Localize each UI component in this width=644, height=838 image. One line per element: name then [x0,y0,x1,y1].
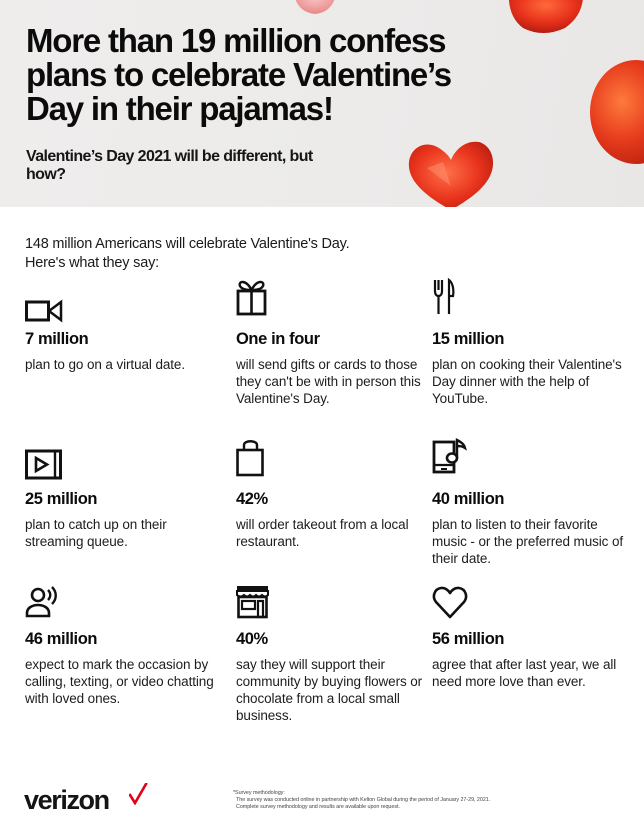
red-lollipop-image [588,56,644,168]
stat-card [25,450,215,549]
stat-description: say they will support their community by buying flowers or chocolate from a local small business. [236,657,423,723]
survey-footnote [233,790,563,810]
stat-description: agree that after last year, we all need more love than ever. [432,657,617,689]
stat-value: 40% [236,630,268,648]
intro-text [25,235,425,273]
red-heart-candy-bottom-image [405,138,497,207]
footnote-line-2: Complete survey methodology and results are available upon request. [236,803,400,810]
fork-knife-icon [432,278,472,318]
stat-card [25,290,215,372]
stat-value: 56 million [432,630,505,648]
intro-line-1: 148 million Americans will celebrate Valentine's Day. [25,236,350,252]
stat-value: 25 million [25,490,98,508]
stat-value: One in four [236,330,320,348]
phone-music-icon [432,436,472,476]
stat-card [25,590,215,706]
person-calling-icon [25,584,65,624]
heart-icon [432,584,472,624]
stat-card [236,450,426,549]
video-camera-icon [25,290,65,330]
verizon-logo: verizon [24,785,109,815]
footnote-line-1: The survey was conducted online in partnership with Kelton Global during the period of January 27-29, 2021. [236,796,491,803]
stat-description: plan to listen to their favorite music - or the preferred music of their date. [432,517,624,566]
verizon-checkmark-icon [129,783,149,805]
stat-card [236,590,426,723]
hero-banner [0,0,644,207]
page-title: More than 19 million confess plans to celebrate Valentine’s Day in their pajamas! [26,22,451,127]
stat-value: 46 million [25,630,98,648]
intro-line-2: Here's what they say: [25,255,159,271]
stat-description: plan on cooking their Valentine's Day dinner with the help of YouTube. [432,357,622,406]
storefront-icon [236,584,276,624]
page-subtitle: Valentine’s Day 2021 will be different, but how? [26,148,313,183]
stat-card [432,590,622,689]
shopping-bag-icon [236,438,276,478]
stat-description: expect to mark the occasion by calling, texting, or video chatting with loved ones. [25,657,214,706]
stat-value: 40 million [432,490,505,508]
stat-description: plan to catch up on their streaming queue. [25,517,167,549]
streaming-play-icon [25,448,65,488]
stat-description: will order takeout from a local restaurant. [236,517,409,549]
gift-icon [236,278,276,318]
stat-card [432,290,622,406]
stat-card [432,450,624,566]
red-heart-candy-top-image [505,0,587,36]
pink-heart-candy-image [285,0,345,18]
footnote-heading: *Survey methodology: [233,790,285,796]
stat-card [236,290,426,406]
stat-value: 42% [236,490,268,508]
stat-value: 15 million [432,330,505,348]
stat-value: 7 million [25,330,89,348]
stat-description: plan to go on a virtual date. [25,357,185,372]
stat-description: will send gifts or cards to those they can't be with in person this Valentine's Day. [236,357,421,406]
